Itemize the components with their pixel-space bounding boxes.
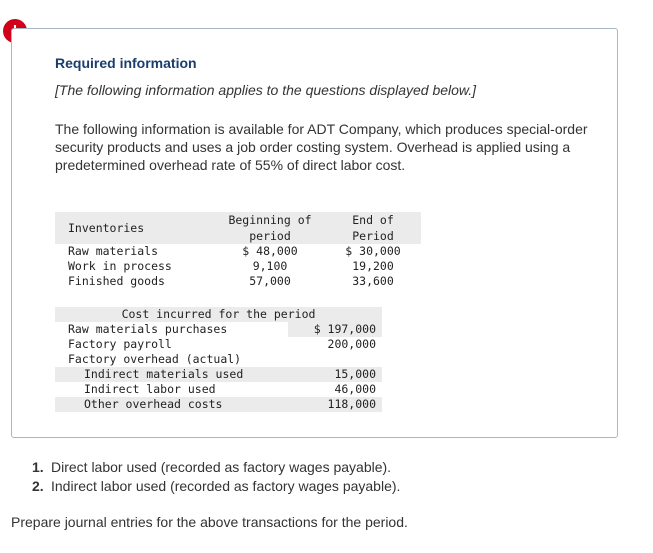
required-information-panel <box>11 28 618 438</box>
table-row <box>55 352 382 367</box>
table-row <box>55 244 421 259</box>
cost-label: Factory payroll <box>68 337 172 351</box>
cost-value: 200,000 <box>327 337 376 351</box>
cost-value: $ 197,000 <box>288 322 382 337</box>
row-beginning-value: $ 48,000 <box>215 244 325 259</box>
row-end-value: 33,600 <box>325 274 421 289</box>
question-number: 2. <box>32 478 44 494</box>
table-row <box>55 397 382 412</box>
table-row <box>55 337 382 352</box>
row-end-value: $ 30,000 <box>325 244 421 259</box>
inventories-header-label: Inventories <box>55 212 215 244</box>
col-beginning-line2: period <box>215 228 325 244</box>
cost-label: Factory overhead (actual) <box>68 352 242 366</box>
col-end-line2: Period <box>325 228 421 244</box>
row-beginning-value: 57,000 <box>215 274 325 289</box>
list-item <box>32 477 400 496</box>
table-row <box>55 259 421 274</box>
cost-value: 118,000 <box>288 397 382 412</box>
questions-list <box>32 458 400 496</box>
cost-title-row <box>55 307 382 322</box>
table-row <box>55 382 382 397</box>
cost-label: Other overhead costs <box>55 397 288 412</box>
cost-value <box>288 352 382 367</box>
question-number: 1. <box>32 459 44 475</box>
table-row <box>55 322 382 337</box>
cost-value: 46,000 <box>334 382 376 396</box>
cost-label: Raw materials purchases <box>68 322 228 336</box>
row-beginning-value: 9,100 <box>215 259 325 274</box>
inventories-table <box>55 212 421 289</box>
cost-incurred-title: Cost incurred for the period <box>55 307 382 322</box>
cost-incurred-table <box>55 307 382 412</box>
row-label: Finished goods <box>55 274 215 289</box>
cost-label: Indirect labor used <box>84 382 216 396</box>
list-item <box>32 458 400 477</box>
inventories-header-row <box>55 212 421 228</box>
col-beginning-line1: Beginning of <box>215 212 325 228</box>
question-text: Direct labor used (recorded as factory wages payable). <box>51 459 392 475</box>
table-row <box>55 274 421 289</box>
col-end-line1: End of <box>325 212 421 228</box>
instruction-prompt: Prepare journal entries for the above transactions for the period. <box>11 514 408 530</box>
required-information-title: Required information <box>55 55 197 71</box>
cost-value: 15,000 <box>288 367 382 382</box>
row-end-value: 19,200 <box>325 259 421 274</box>
intro-paragraph: The following information is available for ADT Company, which produces special-order security products and uses a job order costing system. Overhead is applied using a predetermined overhead rate of 55% of direct labor cost. <box>55 121 588 173</box>
row-label: Work in process <box>55 259 215 274</box>
row-label: Raw materials <box>55 244 215 259</box>
applies-note: [The following information applies to the questions displayed below.] <box>55 82 477 98</box>
table-row <box>55 367 382 382</box>
cost-label: Indirect materials used <box>55 367 288 382</box>
question-text: Indirect labor used (recorded as factory wages payable). <box>51 478 401 494</box>
